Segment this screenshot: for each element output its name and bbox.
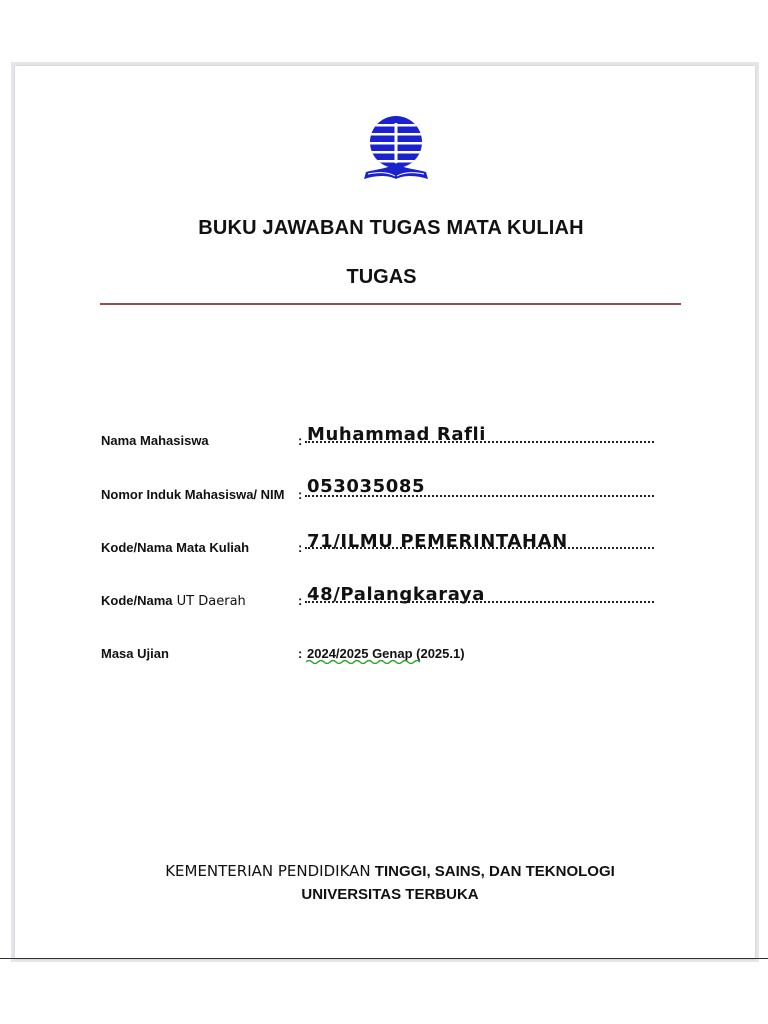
title-divider <box>100 303 681 305</box>
field-label-nama <box>101 433 209 449</box>
field-colon: : <box>298 646 303 661</box>
footer-ministry <box>6 862 768 880</box>
page-bottom-rule <box>0 958 768 959</box>
field-label-ut-daerah-text: Kode/Nama <box>101 593 173 608</box>
field-label-nim <box>101 487 284 503</box>
field-label-nim-text: Nomor Induk Mahasiswa/ NIM <box>101 487 285 502</box>
viewer-top-area <box>0 0 768 64</box>
field-colon: : <box>298 433 303 448</box>
field-label-ut-daerah-thin: UT Daerah <box>172 594 246 609</box>
field-colon: : <box>298 540 303 555</box>
field-label-mata-kuliah-text: Kode/Nama Mata Kuliah <box>101 540 250 555</box>
field-label-mata-kuliah <box>101 540 249 556</box>
document-title: BUKU JAWABAN TUGAS MATA KULIAH <box>198 217 584 239</box>
footer-ministry-bold: TINGGI, SAINS, DAN TEKNOLOGI <box>370 863 615 880</box>
document-subtitle: TUGAS <box>346 266 417 288</box>
spellcheck-underline <box>306 659 421 664</box>
field-value-ut-daerah: 48/Palangkaraya <box>307 584 485 605</box>
field-value-mata-kuliah: 71/ILMU PEMERINTAHAN <box>307 531 568 552</box>
field-label-ut-daerah <box>101 593 246 609</box>
field-label-masa-ujian-text: Masa Ujian <box>101 646 169 661</box>
field-label-masa-ujian <box>101 646 169 662</box>
universitas-terbuka-logo-icon <box>358 115 434 185</box>
field-label-nama-text: Nama Mahasiswa <box>101 433 209 448</box>
field-value-masa-ujian: 2024/2025 Genap (2025.1) <box>307 646 465 661</box>
field-colon: : <box>298 487 303 502</box>
footer-ministry-plain: KEMENTERIAN PENDIDIKAN <box>165 862 371 880</box>
field-colon: : <box>298 593 303 608</box>
field-value-nim: 053035085 <box>307 476 426 497</box>
field-value-nama: Muhammad Rafli <box>307 424 487 445</box>
document-page <box>15 66 755 959</box>
footer-university: UNIVERSITAS TERBUKA <box>301 886 479 903</box>
